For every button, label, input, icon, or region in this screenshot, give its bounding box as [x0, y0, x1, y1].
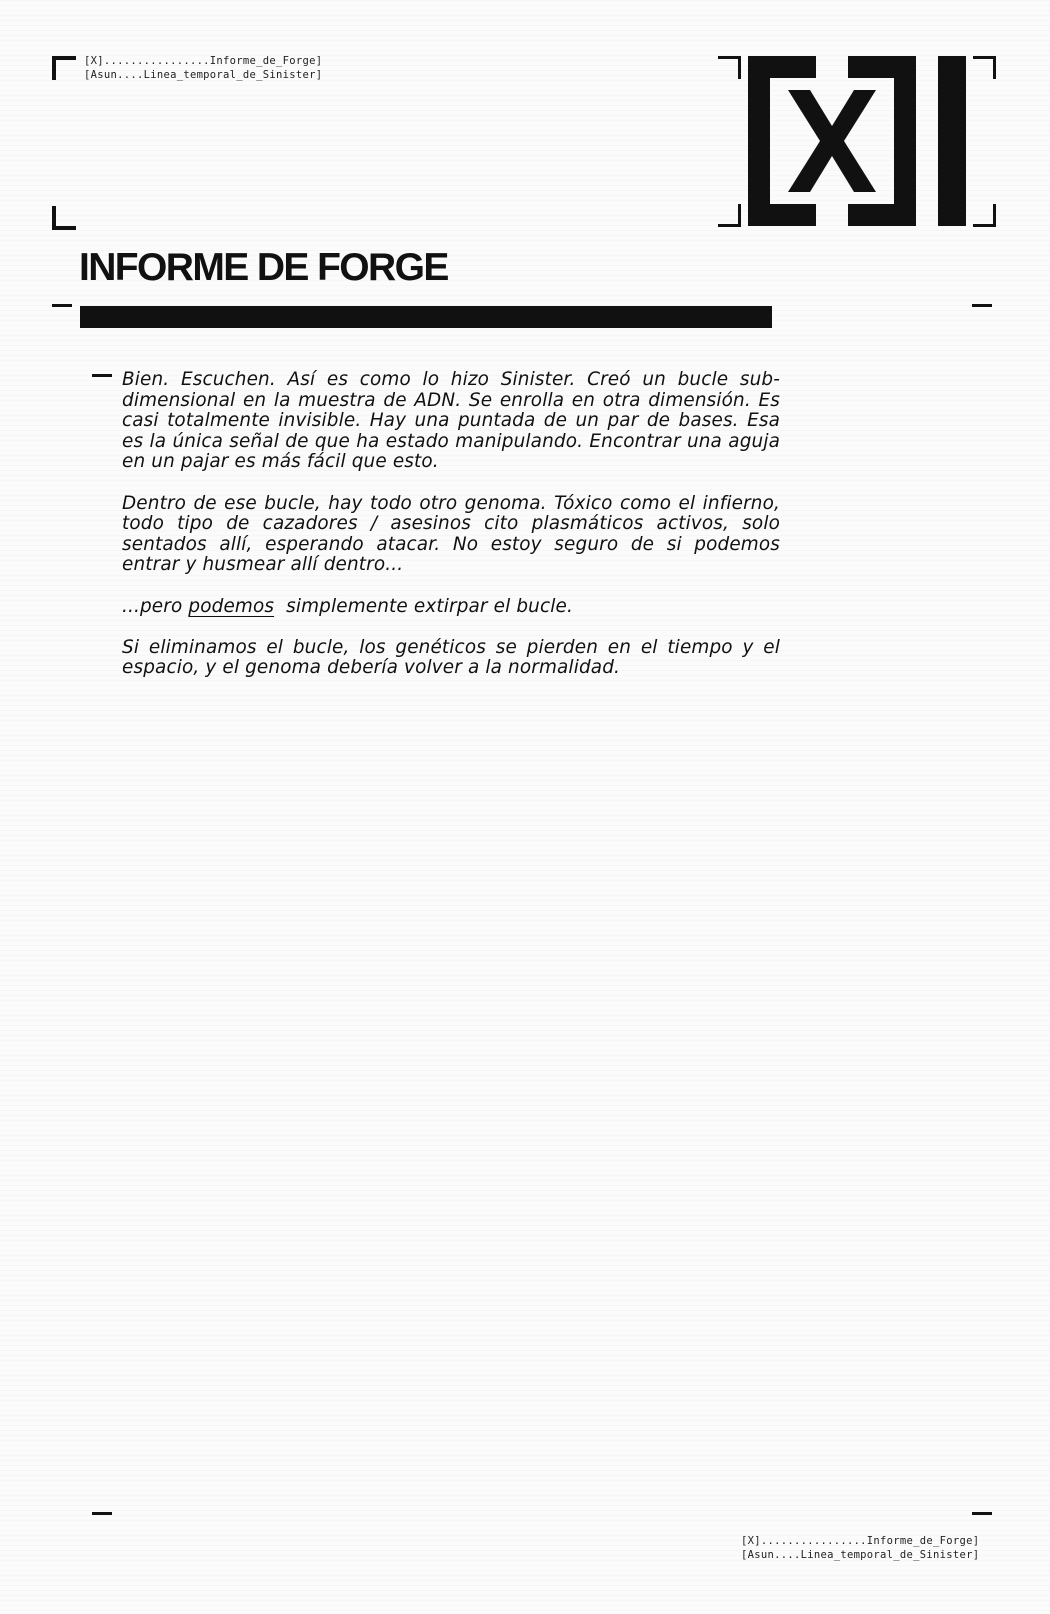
logo-bracket-top-left	[718, 56, 741, 79]
margin-dash-right-bottom	[972, 1512, 992, 1515]
paragraph-2: Dentro de ese bucle, hay todo otro genoma. Tóxico como el infierno, todo tipo de cazadores / asesinos cito plasmáticos activos, solo sentados allí, esperando atacar. No estoy seguro de si podemos entrar y husmear allí dentro...	[122, 492, 780, 576]
title-underline-bar	[80, 306, 772, 328]
logo-bracket-bottom-right	[973, 204, 996, 227]
paragraph-1: Bien. Escuchen. Así es como lo hizo Sinister. Creó un bucle sub-dimensional en la muestra de ADN. Se enrolla en otra dimensión. Es casi totalmente invisible. Hay una puntada de un par de bases. Esa es la única señal de que ha estado manipulando. Encontrar una aguja en un pajar es más fácil que esto.	[122, 369, 780, 473]
corner-bracket-bottom-left	[52, 206, 76, 230]
logo-bracket-top-right	[973, 56, 996, 79]
logo-bracket-bottom-left	[718, 204, 741, 227]
paragraph-3-after: simplemente extirpar el bucle.	[274, 595, 573, 617]
paragraph-3-before: ...pero	[122, 595, 189, 617]
paragraph-4: Si eliminamos el bucle, los genéticos se pierden en el tiempo y el espacio, y el genoma debería volver a la normalidad.	[122, 636, 780, 679]
paragraph-3-emphasis: podemos	[188, 595, 275, 617]
corner-bracket-top-left	[52, 56, 76, 80]
report-body	[122, 370, 780, 700]
page-title: INFORME DE FORGE	[79, 246, 448, 289]
margin-dash-left-top	[52, 304, 72, 307]
footer-meta-line-2: [Asun....Linea_temporal_de_Sinister]	[741, 1549, 980, 1561]
header-meta-line-2: [Asun....Linea_temporal_de_Sinister]	[84, 69, 323, 81]
header-meta-line-1: [X]................Informe_de_Forge]	[84, 55, 323, 67]
footer-meta-line-1: [X]................Informe_de_Forge]	[741, 1535, 980, 1547]
x-bracket-logo	[748, 56, 966, 226]
paragraph-3	[122, 597, 780, 618]
margin-dash-left-bottom	[92, 1512, 112, 1515]
header-meta	[84, 54, 322, 82]
footer-meta	[741, 1534, 979, 1562]
paragraph-marker-dash	[92, 374, 112, 377]
margin-dash-right-top	[972, 304, 992, 307]
